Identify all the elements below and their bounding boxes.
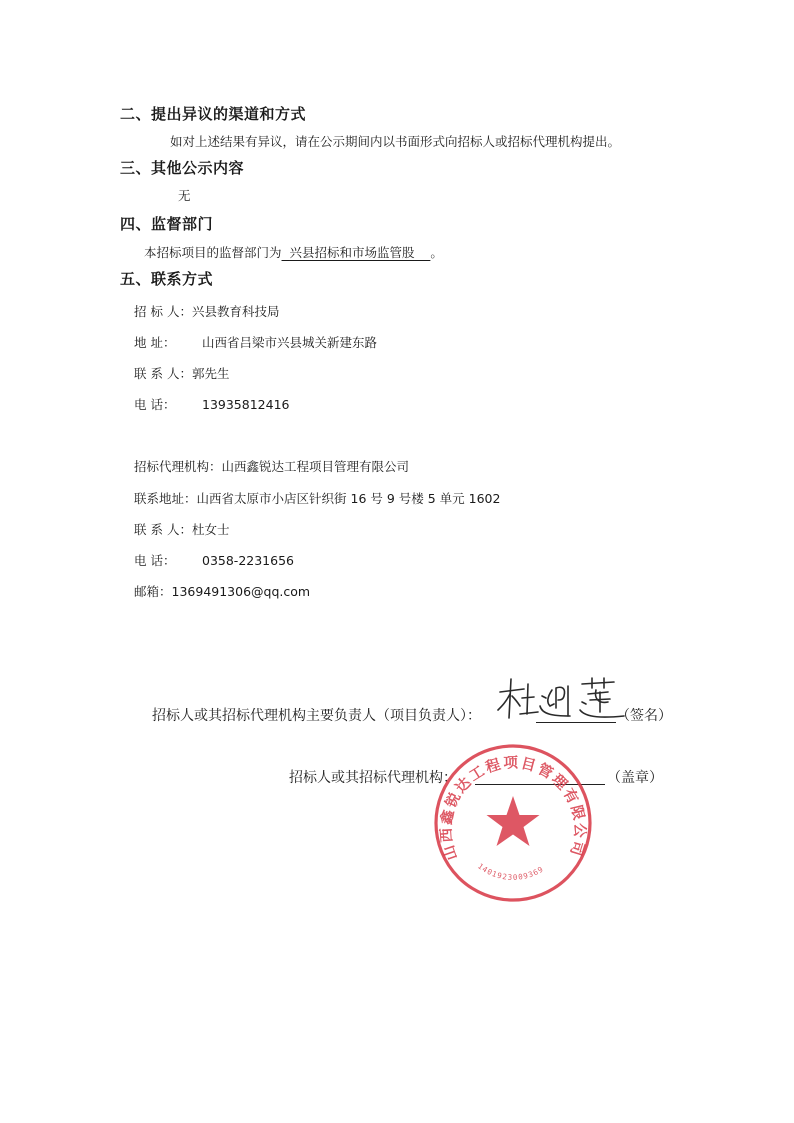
- section-4-heading: 四、监督部门: [120, 215, 214, 233]
- svg-text:山西鑫锐达工程项目管理有限公司: 山西鑫锐达工程项目管理有限公司: [437, 754, 589, 863]
- tenderer-contact-row: [134, 364, 229, 382]
- section-4-body: [144, 243, 443, 261]
- section-2-body: 如对上述结果有异议，请在公示期间内以书面形式向招标人或招标代理机构提出。: [170, 134, 621, 149]
- tenderer-address-label: 地 址：: [134, 335, 176, 350]
- supervision-prefix: 本招标项目的监督部门为: [144, 245, 282, 260]
- tenderer-contact: 郭先生: [191, 366, 230, 381]
- tenderer-address: 山西省吕梁市兴县城关新建东路: [202, 335, 378, 350]
- agency-email-row: [134, 582, 310, 600]
- tenderer-name: 兴县教育科技局: [191, 304, 280, 319]
- tenderer-phone-label: 电 话：: [134, 397, 176, 412]
- company-seal: [432, 742, 594, 904]
- agency-phone-label: 电 话：: [134, 553, 176, 568]
- signature-line-prefix: 招标人或其招标代理机构主要负责人（项目负责人）：: [152, 708, 481, 724]
- agency-address-label: 联系地址：: [134, 491, 197, 506]
- agency-contact-row: [134, 520, 229, 538]
- signature-line-suffix: （签名）: [616, 708, 672, 724]
- section-3-body: 无: [178, 188, 191, 203]
- agency-address: 山西省太原市小店区针织街 16 号 9 号楼 5 单元 1602: [196, 491, 501, 506]
- handwritten-signature: [496, 676, 626, 722]
- supervision-department: 兴县招标和市场监管股: [289, 245, 415, 260]
- tenderer-address-row: [134, 333, 377, 351]
- tenderer-contact-label: 联 系 人：: [134, 366, 192, 381]
- tenderer-phone-row: [134, 395, 289, 413]
- agency-email: 1369491306@qq.com: [171, 584, 311, 599]
- signature-underline: [536, 722, 616, 723]
- agency-contact-label: 联 系 人：: [134, 522, 192, 537]
- tenderer-name-row: [134, 302, 279, 320]
- agency-contact: 杜女士: [191, 522, 230, 537]
- seal-line-suffix: （盖章）: [607, 770, 663, 786]
- section-3-heading: 三、其他公示内容: [120, 159, 245, 177]
- agency-phone-row: [134, 551, 294, 569]
- agency-name-row: [134, 457, 409, 475]
- seal-line-prefix: 招标人或其招标代理机构：: [289, 770, 457, 786]
- tenderer-phone: 13935812416: [202, 397, 290, 412]
- agency-name: 山西鑫锐达工程项目管理有限公司: [221, 459, 410, 474]
- svg-text:1401923009369: 1401923009369: [476, 861, 546, 882]
- agency-name-label: 招标代理机构：: [134, 459, 222, 474]
- section-2-heading: 二、提出异议的渠道和方式: [120, 105, 307, 123]
- agency-email-label: 邮箱：: [134, 584, 172, 599]
- tenderer-name-label: 招 标 人：: [134, 304, 192, 319]
- agency-phone: 0358-2231656: [202, 553, 294, 568]
- section-5-heading: 五、联系方式: [120, 270, 214, 288]
- supervision-suffix: 。: [430, 245, 443, 260]
- agency-address-row: [134, 489, 500, 507]
